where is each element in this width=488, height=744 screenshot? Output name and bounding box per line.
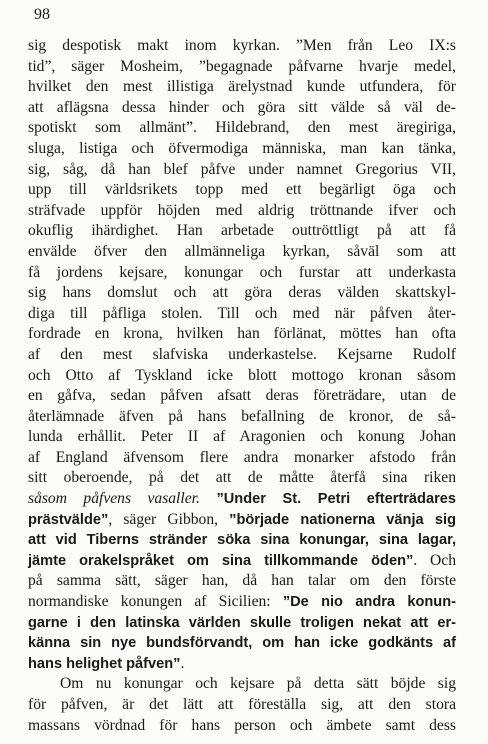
- text-run: ”började nationerna vänja sig: [229, 511, 456, 528]
- text-run: af den mest slafviska underkastelse. Kejsarne Rudolf: [28, 345, 456, 363]
- text-run: fordrade en krona, hvilken han förlänat, möttes han ofta: [28, 325, 456, 343]
- text-run: prästvälde”: [28, 511, 109, 528]
- text-run: .: [180, 654, 185, 672]
- text-run: sig despotisk makt inom kyrkan. ”Men från Leo IX:s: [28, 37, 456, 54]
- text-run: att aflägsna dessa hinder och göra sitt välde så väl de-: [28, 98, 456, 116]
- text-run: en gåfva, sedan påfven afsatt deras företrädare, utan de: [28, 387, 456, 405]
- text-line: [28, 489, 456, 510]
- text-run: diga till påfliga stolen. Till och med när påfven åter-: [28, 304, 456, 322]
- text-run: , säger Gibbon,: [108, 510, 230, 528]
- text-line: [28, 551, 456, 572]
- page-number: 98: [34, 6, 50, 23]
- text-run: jämte orakelspråket om sina tillkommande öden”: [28, 552, 414, 569]
- text-line: [28, 283, 456, 304]
- text-run: af England äfvensom flere andra monarker afstodo från: [28, 448, 456, 466]
- text-line: [28, 613, 456, 634]
- text-run: envälde öfver den allmänneliga kyrkan, såväl som att: [28, 242, 456, 260]
- text-run: normandiske konungen af Sicilien:: [28, 593, 283, 611]
- text-line: [28, 407, 456, 428]
- text-run: massans vördnad för hans person och ämbete samt dess: [28, 716, 456, 734]
- text-run: garne i den latinska världen skulle troligen nekat att er-: [28, 614, 456, 631]
- text-run: hvilket den mest illistiga ärelystnad kunde utfundera, för: [28, 78, 456, 96]
- text-line: [28, 324, 456, 345]
- text-run: hans helighet påfven”: [28, 655, 181, 672]
- text-run: få jordens kejsare, konungar och furstar att underkasta: [28, 263, 456, 281]
- text-line: [28, 510, 456, 531]
- text-line: [28, 160, 456, 181]
- text-run: såsom påfvens vasaller.: [28, 490, 200, 508]
- text-line: [28, 118, 456, 139]
- text-run: lunda erhållit. Peter II af Aragonien och konung Johan: [28, 428, 456, 446]
- text-line: [28, 571, 456, 592]
- text-run: på samma sätt, säger han, då han talar om den förste: [28, 572, 456, 590]
- text-run: okuflig ihärdighet. Han arbetade outtröttligt på att få: [28, 222, 456, 240]
- text-line: [28, 98, 456, 119]
- text-run: att vid Tiberns stränder söka sina konungar, sina lagar,: [28, 532, 456, 549]
- text-run: tid”, säger Mosheim, ”begagnade påfvarne hvarje medel,: [28, 57, 456, 75]
- text-run: och Otto af Tyskland icke blott mottogo kronan såsom: [28, 366, 456, 384]
- body-text: [28, 36, 456, 736]
- text-run: sitt oberoende, på det att de måtte återfå sina riken: [28, 469, 456, 487]
- text-run: sluga, listiga och öfvermodiga människa, man kan tänka,: [28, 139, 456, 157]
- text-line: [28, 427, 456, 448]
- text-line: [28, 263, 456, 284]
- text-line: [28, 304, 456, 325]
- text-run: sig hans domslut och att göra deras välden skattskyl-: [28, 284, 456, 302]
- text-line: [28, 201, 456, 222]
- text-line: [28, 57, 456, 78]
- text-line: [28, 139, 456, 160]
- text-run: återlämnade äfven på hans befallning de kronor, de så-: [28, 407, 456, 425]
- text-line: [28, 592, 456, 613]
- text-line: [28, 386, 456, 407]
- text-line: [28, 180, 456, 201]
- text-run: känna sin nye bundsförvandt, om han icke godkänts af: [28, 635, 456, 652]
- text-run: Om nu konungar och kejsare på detta sätt böjde sig: [60, 675, 456, 693]
- text-run: spotiskt som allmänt”. Hildebrand, den mest äregiriga,: [28, 119, 456, 137]
- text-run: upp till världsrikets topp med ett begärligt öga och: [28, 181, 456, 199]
- text-line: [28, 530, 456, 551]
- text-line: [28, 654, 456, 675]
- text-run: sig, såg, då han blef påfve under namnet Gregorius VII,: [28, 160, 456, 178]
- text-line: [28, 448, 456, 469]
- text-line: [28, 77, 456, 98]
- text-run: ”Under St. Petri efterträdares: [199, 491, 456, 508]
- text-line: [28, 366, 456, 387]
- text-line: [28, 221, 456, 242]
- text-line: [28, 633, 456, 654]
- text-line: [28, 468, 456, 489]
- text-line: [28, 242, 456, 263]
- text-line: [28, 716, 456, 737]
- text-run: sträfvade uppför höjden med aldrig tröttnande ifver och: [28, 201, 456, 219]
- text-line: [28, 36, 456, 57]
- text-run: för påfven, är det lätt att föreställa sig, att den stora: [28, 696, 456, 713]
- text-line: [28, 674, 456, 695]
- text-run: . Och: [413, 551, 456, 569]
- text-run: ”De nio andra konun-: [282, 594, 456, 611]
- text-line: [28, 695, 456, 716]
- text-line: [28, 345, 456, 366]
